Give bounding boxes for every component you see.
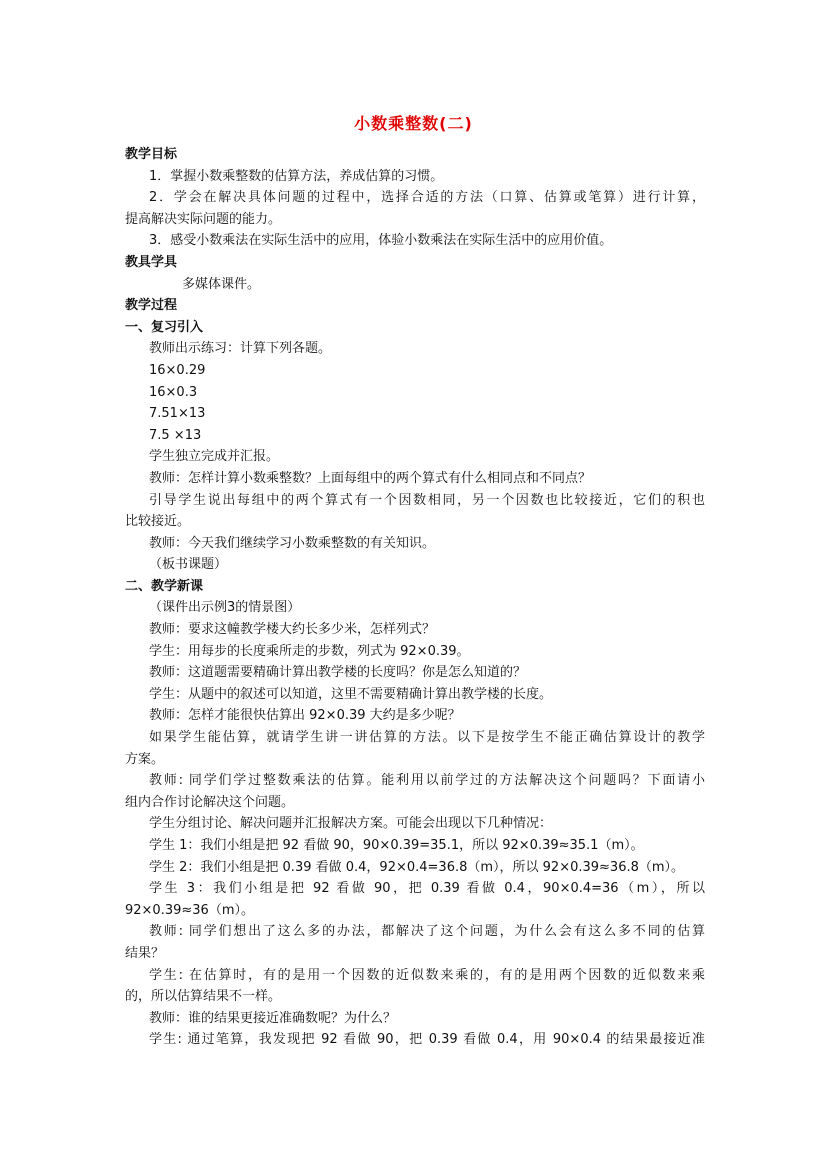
paragraph-line: 教师：谁的结果更接近准确数呢？为什么？ [149,1010,397,1026]
paragraph-line: 16×0.3 [149,384,198,400]
section-heading: 教学过程 [125,298,178,314]
paragraph-line: 教师: 同学们想出了这么多的办法，都解决了这个问题，为什么会有这么多不同的估算 [149,924,705,940]
paragraph-line: 学生 3：我们小组是把 92 看做 90，把 0.39 看做 0.4，90×0.4=36（m），所以 [149,881,705,897]
paragraph-line: 提高解决实际问题的能力。 [125,211,282,227]
document-title: 小数乘整数(二) [354,114,473,133]
paragraph-line: 教师：今天我们继续学习小数乘整数的有关知识。 [149,535,436,551]
paragraph-line: 多媒体课件。 [182,276,261,292]
paragraph-line: 92×0.39≈36（m）。 [125,902,254,918]
paragraph-line: （课件出示例3的情景图） [149,600,301,616]
paragraph-line: 16×0.29 [149,362,206,378]
paragraph-line: 2．学会在解决具体问题的过程中，选择合适的方法（口算、估算或笔算）进行计算， [149,190,705,206]
paragraph-line: 教师出示练习：计算下列各题。 [149,341,332,357]
paragraph-line: 学生: 在估算时，有的是用一个因数的近似数来乘的，有的是用两个因数的近似数来乘 [149,967,705,983]
paragraph-line: 学生 1：我们小组是把 92 看做 90，90×0.39=35.1，所以 92×0.39≈35.1（m）。 [149,838,644,853]
paragraph-line: （板书课题） [149,557,228,573]
paragraph-line: 1．掌握小数乘整数的估算方法，养成估算的习惯。 [149,168,444,184]
section-heading: 教学目标 [125,147,178,162]
paragraph-line: 比较接近。 [125,514,191,530]
paragraph-line: 学生：用每步的长度乘所走的步数，列式为 92×0.39。 [149,643,470,659]
paragraph-line: 学生：从题中的叙述可以知道，这里不需要精确计算出教学楼的长度。 [149,686,553,702]
paragraph-line: 7.51×13 [149,406,206,422]
paragraph-line: 7.5 ×13 [149,427,202,443]
paragraph-line: 3．感受小数乘法在实际生活中的应用，体验小数乘法在实际生活中的应用价值。 [149,233,613,249]
paragraph-line: 的，所以估算结果不一样。 [125,989,282,1005]
paragraph-line: 教师：怎样才能很快估算出 92×0.39 大约是多少呢？ [149,708,461,724]
paragraph-line: 引导学生说出每组中的两个算式有一个因数相同，另一个因数也比较接近，它们的积也 [149,492,705,508]
section-heading: 二、教学新课 [125,578,204,594]
paragraph-line: 组内合作讨论解决这个问题。 [125,794,295,810]
paragraph-line: 学生: 通过笔算，我发现把 92 看做 90，把 0.39 看做 0.4，用 90×0.4 的结果最接近准 [149,1032,705,1048]
paragraph-line: 教师: 同学们学过整数乘法的估算。能利用以前学过的方法解决这个问题吗？下面请小 [149,773,705,789]
paragraph-line: 教师：这道题需要精确计算出教学楼的长度吗？你是怎么知道的？ [149,665,527,681]
paragraph-line: 学生分组讨论、解决问题并汇报解决方案。可能会出现以下几种情况： [149,816,553,832]
document-body [125,144,705,1051]
paragraph-line: 结果？ [125,945,165,961]
section-heading: 一、复习引入 [125,319,204,335]
paragraph-line: 学生独立完成并汇报。 [149,449,280,465]
paragraph-line: 教师：要求这幢教学楼大约长多少米，怎样列式？ [149,622,436,638]
paragraph-line: 教师：怎样计算小数乘整数？上面每组中的两个算式有什么相同点和不同点？ [149,470,592,486]
paragraph-line: 如果学生能估算，就请学生讲一讲估算的方法。以下是按学生不能正确估算设计的教学 [149,730,705,746]
paragraph-line: 学生 2：我们小组是把 0.39 看做 0.4，92×0.4=36.8（m），所以 92×0.39≈36.8（m）。 [149,859,685,875]
paragraph-line: 方案。 [125,751,165,767]
section-heading: 教具学具 [125,254,178,270]
